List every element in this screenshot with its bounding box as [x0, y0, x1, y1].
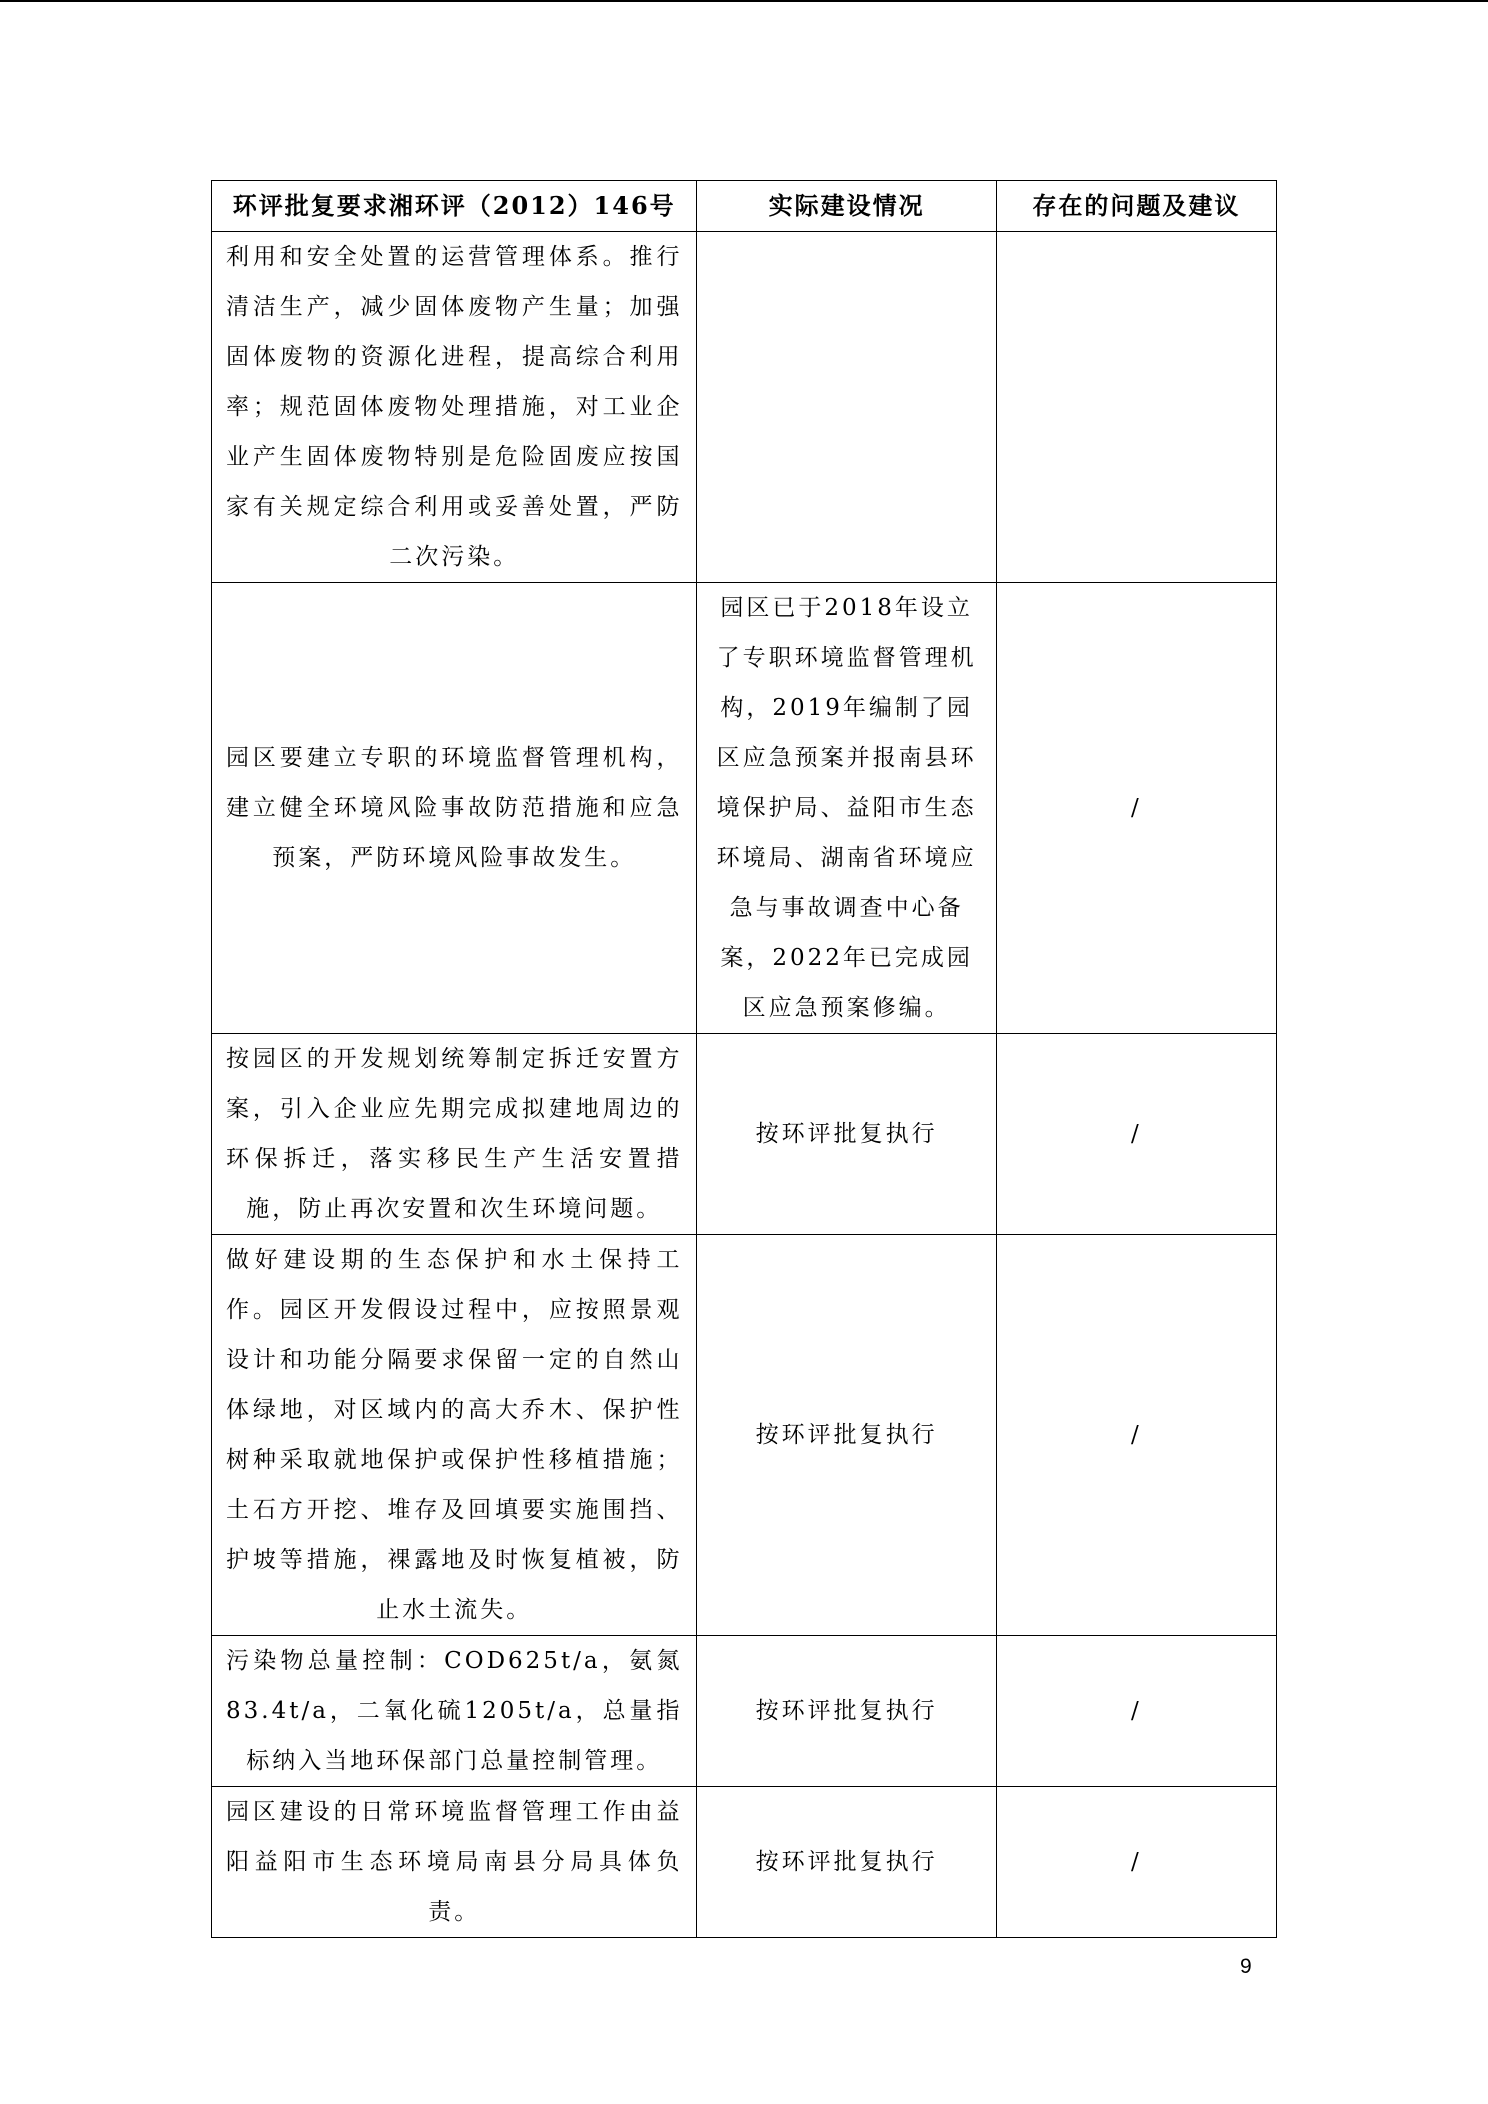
- actual-cell: 园区已于2018年设立了专职环境监督管理机构，2019年编制了园区应急预案并报南县环境保护局、益阳市生态环境局、湖南省环境应急与事故调查中心备案，2022年已完成园区应急预案修编。: [697, 583, 996, 1034]
- header-issue: 存在的问题及建议: [996, 181, 1276, 232]
- requirement-cell: 园区要建立专职的环境监督管理机构，建立健全环境风险事故防范措施和应急预案，严防环境风险事故发生。: [212, 583, 697, 1034]
- header-actual: 实际建设情况: [697, 181, 996, 232]
- issue-cell: [996, 232, 1276, 583]
- actual-cell: 按环评批复执行: [697, 1636, 996, 1787]
- actual-cell: [697, 232, 996, 583]
- table-row: [212, 232, 1277, 583]
- issue-cell: /: [996, 1235, 1276, 1636]
- issue-cell: /: [996, 583, 1276, 1034]
- issue-cell: /: [996, 1787, 1276, 1938]
- requirement-cell: 按园区的开发规划统筹制定拆迁安置方案，引入企业应先期完成拟建地周边的环保拆迁，落实移民生产生活安置措施，防止再次安置和次生环境问题。: [212, 1034, 697, 1235]
- issue-cell: /: [996, 1034, 1276, 1235]
- table-row: [212, 583, 1277, 1034]
- table-row: [212, 1235, 1277, 1636]
- requirements-table: [211, 180, 1277, 1938]
- requirement-cell: 利用和安全处置的运营管理体系。推行清洁生产，减少固体废物产生量；加强固体废物的资源化进程，提高综合利用率；规范固体废物处理措施，对工业企业产生固体废物特别是危险固废应按国家有关规定综合利用或妥善处置，严防二次污染。: [212, 232, 697, 583]
- requirement-cell: 园区建设的日常环境监督管理工作由益阳益阳市生态环境局南县分局具体负责。: [212, 1787, 697, 1938]
- page-number: 9: [1240, 1955, 1252, 1978]
- table-row: [212, 1034, 1277, 1235]
- actual-cell: 按环评批复执行: [697, 1787, 996, 1938]
- issue-cell: /: [996, 1636, 1276, 1787]
- page-top-border: [0, 0, 1488, 2]
- header-requirement: 环评批复要求湘环评（2012）146号: [212, 181, 697, 232]
- requirement-cell: 污染物总量控制：COD625t/a，氨氮83.4t/a，二氧化硫1205t/a，总量指标纳入当地环保部门总量控制管理。: [212, 1636, 697, 1787]
- actual-cell: 按环评批复执行: [697, 1235, 996, 1636]
- table-header-row: [212, 181, 1277, 232]
- requirement-cell: 做好建设期的生态保护和水土保持工作。园区开发假设过程中，应按照景观设计和功能分隔要求保留一定的自然山体绿地，对区域内的高大乔木、保护性树种采取就地保护或保护性移植措施；土石方开挖、堆存及回填要实施围挡、护坡等措施，裸露地及时恢复植被，防止水土流失。: [212, 1235, 697, 1636]
- table-row: [212, 1636, 1277, 1787]
- table-row: [212, 1787, 1277, 1938]
- actual-cell: 按环评批复执行: [697, 1034, 996, 1235]
